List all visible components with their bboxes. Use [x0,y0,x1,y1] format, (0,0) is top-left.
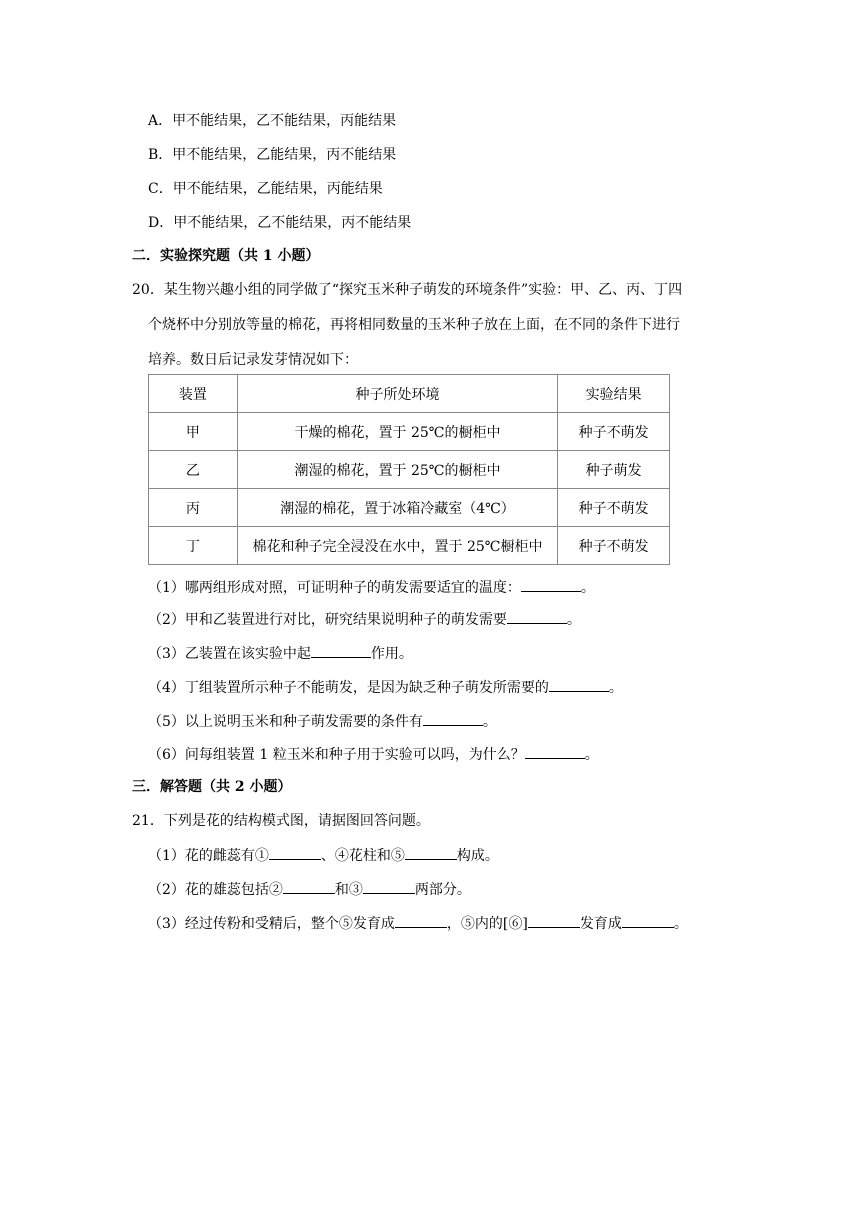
answer-blank[interactable] [395,913,447,928]
question-number: 20． [132,282,164,298]
section-title-prefix: 三．解答题（共 [132,779,235,795]
q21-sub-3 [148,913,688,934]
q21-sub-2 [148,879,471,900]
table-cell: 甲 [149,413,238,451]
sub-question-text: （4）丁组装置所示种子不能萌发，是因为缺乏种子萌发所需要的 [148,680,549,696]
answer-blank[interactable] [405,845,457,860]
answer-blank[interactable] [525,744,585,759]
sub-question-end: 构成。 [456,848,499,864]
question-number: 21． [132,813,164,829]
answer-blank[interactable] [622,913,674,928]
table-cell: 种子萌发 [558,451,670,489]
q20-sub-6 [148,744,599,765]
q20-sub-5 [148,711,497,732]
q20-sub-1 [148,577,595,598]
table-cell: 干燥的棉花，置于 25℃的橱柜中 [237,413,557,451]
table-row [149,451,670,489]
sub-question-end: 。 [584,747,599,763]
table-row [149,489,670,527]
table-row [149,527,670,565]
q21-sub-1 [148,845,499,866]
sub-question-text: （3）经过传粉和受精后，整个⑤发育成 [148,916,395,932]
answer-blank[interactable] [363,879,415,894]
answer-blank[interactable] [283,879,335,894]
answer-blank[interactable] [521,577,581,592]
q20-line-3: 培养。数日后记录发芽情况如下： [148,352,358,368]
sub-question-text: （2）花的雄蕊包括② [148,882,283,898]
section-count: 2 [234,779,245,795]
section-title-suffix: 小题） [272,248,320,264]
section-2-title [132,246,320,266]
option-b [148,145,396,165]
table-cell: 丁 [149,527,238,565]
table-cell: 种子不萌发 [558,527,670,565]
sub-question-text: （5）以上说明玉米和种子萌发需要的条件有 [148,714,423,730]
answer-blank[interactable] [528,913,580,928]
q20-sub-2 [148,609,581,630]
answer-blank[interactable] [423,711,483,726]
option-letter: C． [148,181,173,197]
q21-intro [132,811,430,831]
experiment-table [148,374,670,565]
option-d [148,213,411,233]
option-text: 甲不能结果，乙不能结果，丙能结果 [172,113,397,129]
sub-question-text: 和③ [334,882,363,898]
option-text: 甲不能结果，乙能结果，丙能结果 [172,181,383,197]
table-cell: 丙 [149,489,238,527]
sub-question-end: 。 [608,680,623,696]
sub-question-text: （1）花的雌蕊有① [148,848,269,864]
table-cell: 种子不萌发 [558,413,670,451]
sub-question-end: 。 [673,916,688,932]
option-a [148,111,396,131]
sub-question-end: 作用。 [370,646,413,662]
table-header-cell: 装置 [149,375,238,413]
option-text: 甲不能结果，乙能结果，丙不能结果 [172,147,397,163]
option-letter: D． [148,215,174,231]
table-cell: 潮湿的棉花，置于冰箱冷藏室（4℃） [237,489,557,527]
answer-blank[interactable] [549,677,609,692]
sub-question-text: 发育成 [579,916,622,932]
answer-blank[interactable] [507,609,567,624]
q20-sub-3 [148,643,413,664]
q20-line-2: 个烧杯中分别放等量的棉花，再将相同数量的玉米种子放在上面，在不同的条件下进行 [148,317,680,333]
table-row [149,413,670,451]
q20-line-1 [132,280,682,300]
sub-question-text: （2）甲和乙装置进行对比，研究结果说明种子的萌发需要 [148,612,507,628]
answer-blank[interactable] [269,845,321,860]
option-letter: B． [148,147,173,163]
table-cell: 棉花和种子完全浸没在水中，置于 25℃橱柜中 [237,527,557,565]
section-title-prefix: 二．实验探究题（共 [132,248,263,264]
question-text: 某生物兴趣小组的同学做了“探究玉米种子萌发的环境条件”实验：甲、乙、丙、丁四 [163,282,683,298]
question-text: 下列是花的结构模式图，请据图回答问题。 [163,813,430,829]
sub-question-end: 。 [566,612,581,628]
table-cell: 乙 [149,451,238,489]
sub-question-text: （1）哪两组形成对照，可证明种子的萌发需要适宜的温度： [148,580,521,596]
sub-question-text: （3）乙装置在该实验中起 [148,646,311,662]
sub-question-end: 。 [580,580,595,596]
table-cell: 种子不萌发 [558,489,670,527]
section-title-suffix: 小题） [244,779,292,795]
sub-question-end: 两部分。 [414,882,471,898]
option-text: 甲不能结果，乙不能结果，丙不能结果 [173,215,412,231]
sub-question-end: 。 [482,714,497,730]
section-3-title [132,777,292,797]
sub-question-text: （6）问每组装置 1 粒玉米和种子用于实验可以吗，为什么？ [148,747,525,763]
sub-question-text: 、④花柱和⑤ [320,848,405,864]
table-header-cell: 种子所处环境 [237,375,557,413]
table-header-cell: 实验结果 [558,375,670,413]
answer-blank[interactable] [311,643,371,658]
section-count: 1 [262,248,273,264]
table-cell: 潮湿的棉花，置于 25℃的橱柜中 [237,451,557,489]
table-header-row [149,375,670,413]
q20-sub-4 [148,677,623,698]
option-c [148,179,383,199]
option-letter: A． [148,113,173,129]
sub-question-text: ，⑤内的[⑥] [446,916,528,932]
